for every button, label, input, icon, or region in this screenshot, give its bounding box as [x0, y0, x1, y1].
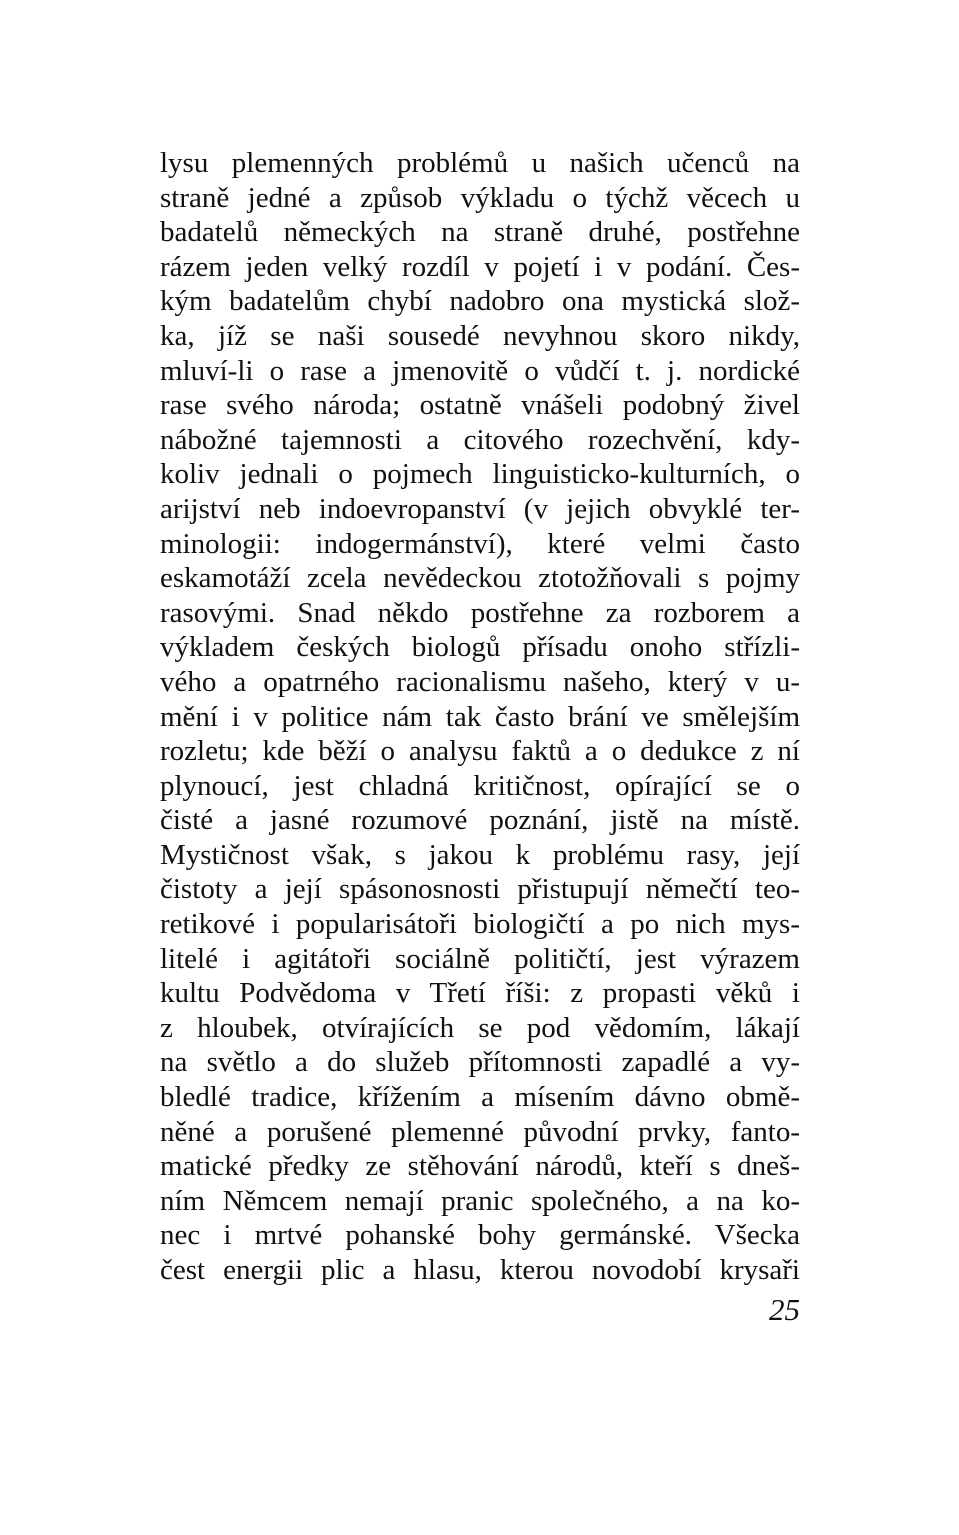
text-line-16: vého a opatrného racionalismu našeho, který v u- — [160, 665, 800, 698]
text-line-22: čistoty a její spásonosnosti přistupují němečtí teo- — [160, 873, 800, 906]
text-line-18: rozletu; kde běží o analysu faktů a o dedukce z ní — [160, 735, 800, 768]
text-line-19: plynoucí, jest chladná kritičnost, opírající se o — [160, 769, 800, 802]
text-line-31: ním Němcem nemají pranic společného, a na ko- — [160, 1184, 800, 1217]
text-line-23: retikové i popularisátoři biologičtí a po nich mys- — [160, 908, 800, 941]
text-line-33: čest energii plic a hlasu, kterou novodobí krysaři — [160, 1254, 800, 1286]
text-line-4: rázem jeden velký rozdíl v pojetí i v podání. Čes- — [160, 250, 800, 283]
text-line-20: čisté a jasné rozumové poznání, jistě na místě. — [160, 804, 800, 837]
text-line-17: mění i v politice nám tak často brání ve smělejším — [160, 700, 800, 733]
text-line-12: minologii: indogermánství), které velmi často — [160, 527, 800, 560]
text-line-25: kultu Podvědoma v Třetí říši: z propasti věků i — [160, 977, 800, 1010]
text-line-2: straně jedné a způsob výkladu o týchž věcech u — [160, 181, 800, 214]
text-line-6: ka, jíž se naši sousedé nevyhnou skoro nikdy, — [160, 319, 800, 352]
text-line-29: něné a porušené plemenné původní prvky, fanto- — [160, 1115, 800, 1148]
text-line-14: rasovými. Snad někdo postřehne za rozborem a — [160, 596, 800, 629]
body-text — [160, 146, 800, 1288]
text-line-21: Mystičnost však, s jakou k problému rasy, její — [160, 838, 800, 871]
text-line-26: z hloubek, otvírajících se pod vědomím, lákají — [160, 1011, 800, 1044]
text-line-1: lysu plemenných problémů u našich učenců na — [160, 147, 800, 179]
text-line-24: litelé i agitátoři sociálně političtí, jest výrazem — [160, 942, 800, 975]
text-line-13: eskamotáží zcela nevědeckou ztotožňovali s pojmy — [160, 562, 800, 595]
text-line-7: mluví-li o rase a jmenovitě o vůdčí t. j. nordické — [160, 354, 800, 387]
text-line-15: výkladem českých biologů přísadu onoho střízli- — [160, 631, 800, 664]
page-number: 25 — [769, 1292, 800, 1327]
text-line-10: koliv jednali o pojmech linguisticko-kulturních, o — [160, 458, 800, 491]
text-line-32: nec i mrtvé pohanské bohy germánské. Všecka — [160, 1219, 800, 1252]
text-line-30: matické předky ze stěhování národů, kteří s dneš- — [160, 1150, 800, 1183]
text-line-27: na světlo a do služeb přítomnosti zapadlé a vy- — [160, 1046, 800, 1079]
text-line-9: nábožné tajemnosti a citového rozechvění, kdy- — [160, 423, 800, 456]
text-line-3: badatelů německých na straně druhé, postřehne — [160, 216, 800, 249]
text-line-8: rase svého národa; ostatně vnášeli podobný živel — [160, 389, 800, 422]
text-line-11: arijství neb indoevropanství (v jejich obvyklé ter- — [160, 492, 800, 525]
text-line-28: bledlé tradice, křížením a mísením dávno obmě- — [160, 1081, 800, 1114]
text-line-5: kým badatelům chybí nadobro ona mystická slož- — [160, 285, 800, 318]
